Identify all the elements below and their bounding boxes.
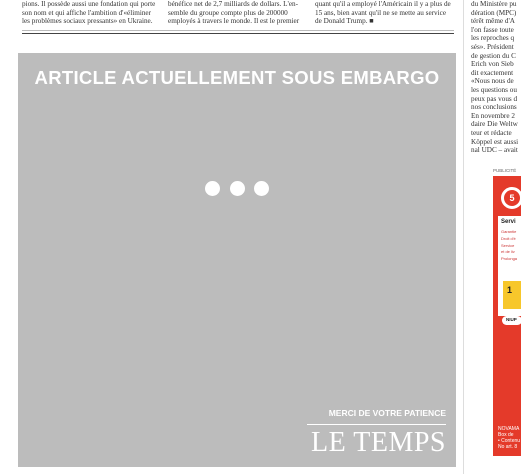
right-article-column — [471, 0, 521, 155]
text-line: les questions ou — [471, 85, 517, 94]
ad-footer-line: NOVAMA — [498, 426, 520, 432]
le-temps-logo: LE TEMPS — [311, 427, 446, 458]
loading-dot — [230, 181, 245, 196]
column-separator — [463, 0, 464, 474]
text-line: Köppel est aussi — [471, 137, 519, 146]
text-line: teur et rédacte — [471, 128, 512, 137]
text-line: 15 ans, bien avant qu'il ne se mette au service — [315, 8, 447, 17]
ad-footer-line: Box de — [498, 432, 514, 438]
text-line: daire Die Weltw — [471, 120, 518, 129]
loading-dot — [205, 181, 220, 196]
text-line: du Ministère pu — [471, 0, 517, 8]
text-line: son nom et qui affiche l'ambition d'«éliminer — [22, 8, 152, 17]
ad-badge — [500, 186, 521, 210]
ad-line: Prolonga — [501, 256, 518, 261]
text-line: nal UDC – avait — [471, 146, 518, 155]
embargo-title: ARTICLE ACTUELLEMENT SOUS EMBARGO — [34, 67, 440, 88]
ad-price-tag — [503, 281, 521, 309]
ad-pill — [502, 316, 521, 325]
text-line: l'on fasse toute — [471, 25, 514, 34]
article-column-2 — [168, 0, 308, 26]
text-line: semble du groupe compte plus de 200000 — [168, 8, 288, 17]
ad-line: Service — [501, 243, 515, 248]
text-line: de gestion du C — [471, 51, 516, 60]
text-line: les reproches q — [471, 34, 515, 43]
ad-line: Droit d'é — [501, 236, 516, 241]
patience-message: MERCI DE VOTRE PATIENCE — [328, 408, 446, 418]
ad-line: Garantie — [501, 229, 517, 234]
text-line: En novembre 2 — [471, 111, 515, 120]
ad-line: et de liv — [501, 249, 515, 254]
ad-footer — [498, 426, 520, 450]
article-column-3 — [315, 0, 455, 26]
text-line: pions. Il possède aussi une fondation qui porte — [22, 0, 156, 8]
text-line: «Nous nous de — [471, 77, 514, 86]
ad-service-title: Servi — [501, 219, 516, 225]
text-line: peux pas vous d — [471, 94, 518, 103]
text-line: térêt même d'A — [471, 17, 516, 26]
advertisement[interactable] — [493, 176, 521, 456]
text-line: dération (MPC) — [471, 8, 517, 17]
ad-price-text: 1 — [507, 285, 513, 295]
text-line: quant qu'il a employé l'Américain il y a plus de — [315, 0, 451, 8]
text-line: nos conclusions — [471, 103, 517, 112]
ad-label: PUBLICITÉ — [493, 168, 517, 173]
text-line: dit exactement — [471, 68, 514, 77]
text-line: bénéfice net de 2,7 milliards de dollars. L'en- — [168, 0, 299, 8]
article-column-1 — [22, 0, 162, 26]
text-line: sés». Président — [471, 42, 514, 51]
text-line: les problèmes sociaux pressants» en Ukraine. — [22, 17, 153, 26]
divider — [22, 33, 454, 34]
loading-dot — [254, 181, 269, 196]
embargo-overlay — [18, 53, 456, 467]
ad-badge-number: 5 — [504, 190, 520, 206]
text-line: employés à travers le monde. Il est le premier — [168, 17, 300, 26]
ad-footer-line: • Contenu — [498, 438, 521, 444]
divider — [22, 30, 454, 31]
divider — [307, 424, 446, 425]
ad-pill-text: NIUP — [506, 317, 517, 322]
ad-footer-line: No art. 8 — [498, 444, 518, 450]
text-line: de Donald Trump. ■ — [315, 17, 374, 26]
text-line: Erich von Sieb — [471, 60, 514, 69]
